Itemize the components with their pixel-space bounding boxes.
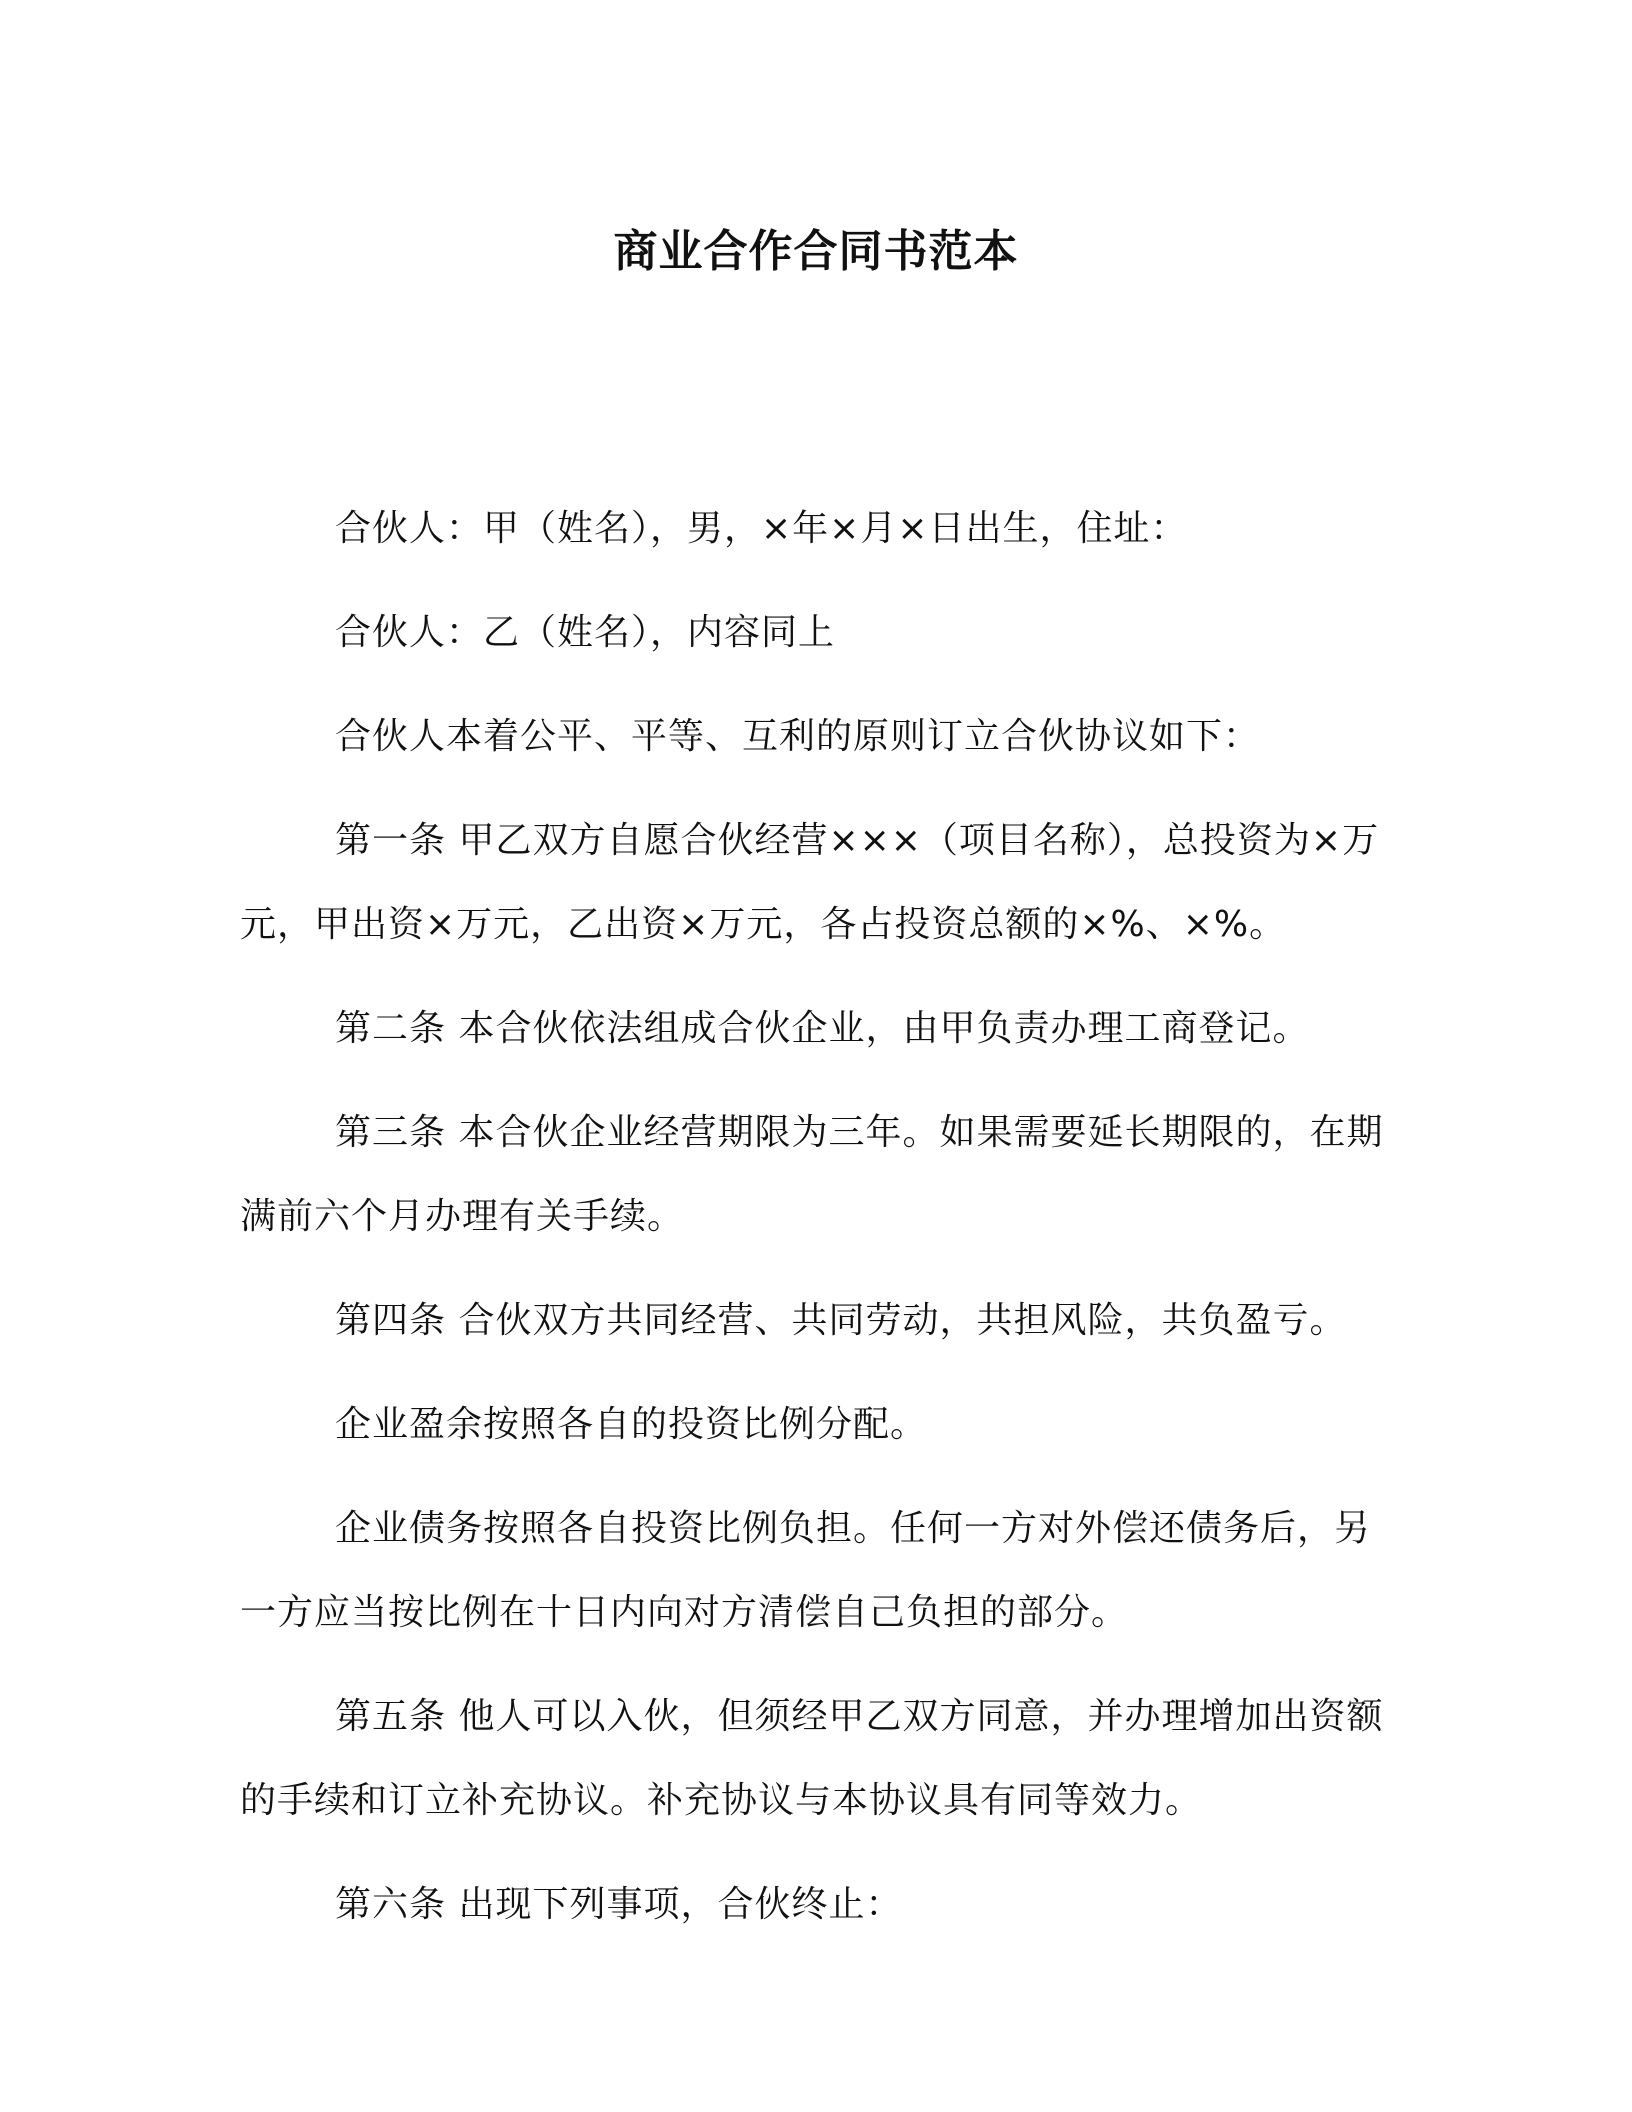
document-title: 商业合作合同书范本 — [613, 226, 1019, 277]
partner-a-paragraph: 合伙人：甲（姓名），男，×年×月×日出生，住址： — [335, 508, 1188, 549]
document-body — [240, 487, 1400, 1947]
article-3-paragraph: 第三条 本合伙企业经营期限为三年。如果需要延长期限的，在期满前六个月办理有关手续。 — [240, 1112, 1384, 1237]
article-4-paragraph: 第四条 合伙双方共同经营、共同劳动，共担风险，共负盈亏。 — [335, 1300, 1347, 1341]
article-6-paragraph: 第六条 出现下列事项，合伙终止： — [335, 1884, 903, 1925]
article-2-paragraph: 第二条 本合伙依法组成合伙企业，由甲负责办理工商登记。 — [335, 1008, 1310, 1049]
profit-distribution-paragraph: 企业盈余按照各自的投资比例分配。 — [335, 1404, 928, 1445]
debt-burden-paragraph: 企业债务按照各自投资比例负担。任何一方对外偿还债务后，另一方应当按比例在十日内向对方清偿自己负担的部分。 — [240, 1508, 1372, 1633]
partner-b-paragraph: 合伙人：乙（姓名），内容同上 — [335, 612, 836, 653]
preamble-paragraph: 合伙人本着公平、平等、互利的原则订立合伙协议如下： — [335, 716, 1261, 757]
article-1-paragraph: 第一条 甲乙双方自愿合伙经营×××（项目名称），总投资为×万元，甲出资×万元，乙出资×万元，各占投资总额的×%、×%。 — [240, 820, 1380, 945]
article-5-paragraph: 第五条 他人可以入伙，但须经甲乙双方同意，并办理增加出资额的手续和订立补充协议。补充协议与本协议具有同等效力。 — [240, 1696, 1384, 1821]
